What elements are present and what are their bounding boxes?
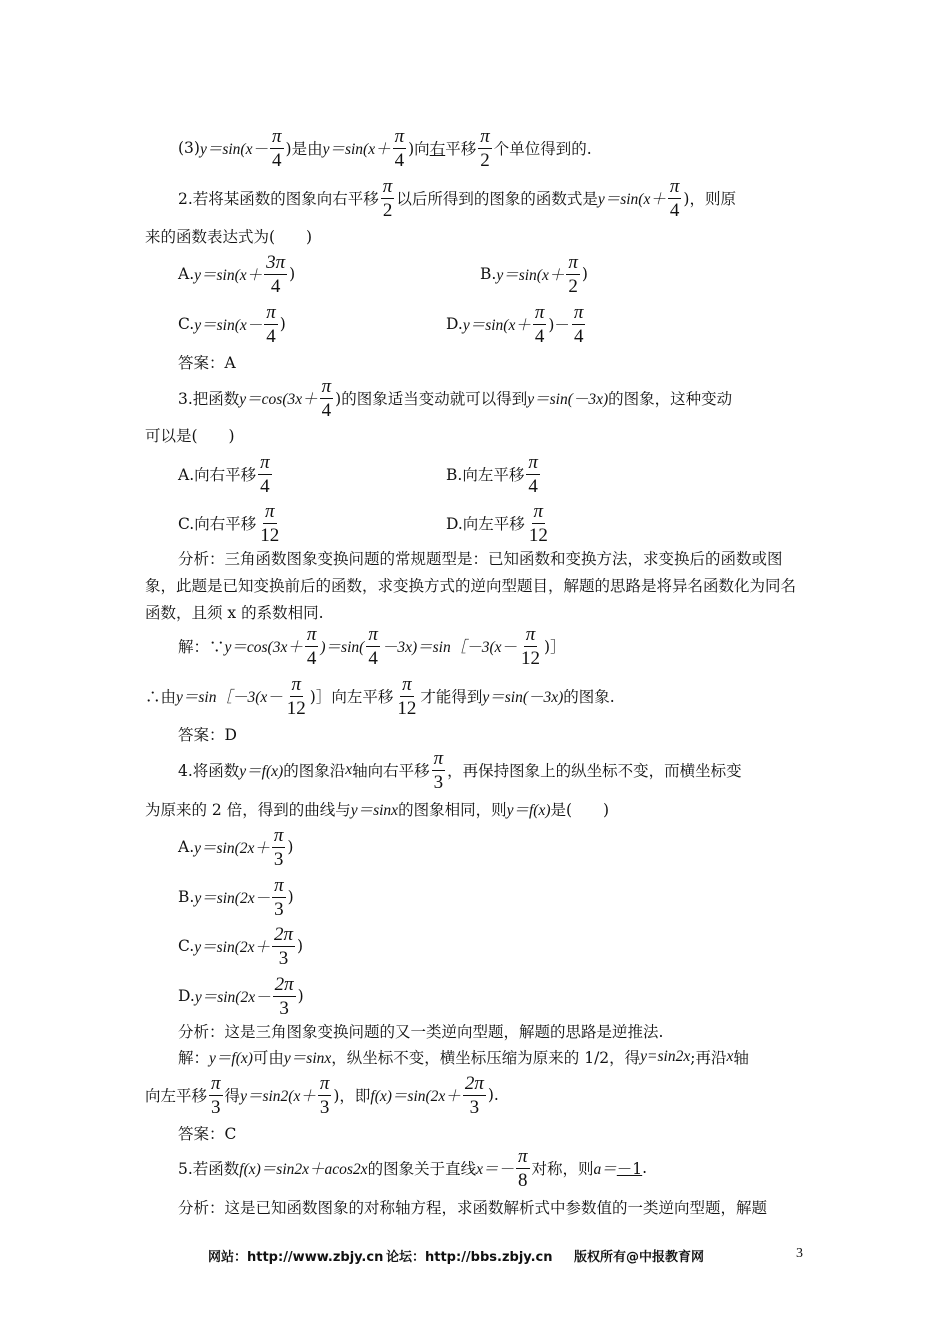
q2-option-c: C. y＝sin(x－ $\frac{\pi}{4}$ ) — [178, 301, 286, 347]
question-5-stem: 5.若函数 f(x)＝sin2x＋acos2x 的图象关于直线 x＝－ $\frac{\pi}{8}$ 对称，则 a＝ －1 . — [178, 1145, 648, 1191]
fraction: $\frac{2\pi}{3}$ — [274, 973, 294, 1019]
fraction: $\frac{\pi}{3}$ — [319, 1072, 330, 1118]
underlined-answer: －1 — [616, 1160, 643, 1178]
formula: y＝cos(3x＋ — [239, 391, 318, 408]
q4-answer: 答案：C — [178, 1125, 237, 1143]
underlined-answer: 右 — [429, 140, 446, 158]
fraction: $\frac{\pi}{4}$ — [573, 301, 584, 347]
text: )，则原 — [683, 190, 736, 208]
fraction: $\frac{2\pi}{3}$ — [274, 923, 294, 969]
q2-option-a: A. y＝sin(x＋ $\frac{3\pi}{4}$ ) — [178, 251, 296, 297]
fraction: $\frac{\pi}{4}$ — [534, 301, 545, 347]
fraction: $\frac{\pi}{12}$ — [528, 500, 548, 546]
item-3-line — [178, 124, 810, 172]
fraction: $\frac{\pi}{12}$ — [286, 673, 306, 719]
fraction: $\frac{\pi}{12}$ — [397, 673, 417, 719]
text: 来的函数表达式为( ) — [145, 228, 313, 246]
fraction: $\frac{\pi}{4}$ — [321, 375, 332, 421]
question-3-stem: 3.把函数 y＝cos(3x＋ $\frac{\pi}{4}$ )的图象适当变动就可以得到 y＝sin(－3x) 的图象，这种变动 — [178, 375, 733, 421]
fraction: $\frac{\pi}{2}$ — [568, 251, 578, 297]
fraction: $\frac{\pi}{4}$ — [394, 125, 405, 171]
q2-option-d: D. y＝sin(x＋ $\frac{\pi}{4}$ )－ $\frac{\pi}{4}$ — [446, 301, 584, 347]
fraction: $\frac{\pi}{4}$ — [528, 451, 538, 497]
q3-option-a: A.向右平移 $\frac{\pi}{4}$ — [178, 451, 270, 497]
q4-option-b: B. y＝sin(2x－ $\frac{\pi}{3}$ ) — [178, 874, 294, 920]
footer-website: 网站：http://www.zbjy.cn — [208, 1250, 384, 1265]
fraction: $\frac{\pi}{4}$ — [669, 175, 680, 221]
fraction: $\frac{\pi}{8}$ — [517, 1145, 528, 1191]
fraction: $\frac{\pi}{3}$ — [274, 874, 284, 920]
page-number: 3 — [796, 1246, 803, 1261]
text: 平移 — [445, 140, 477, 158]
fraction: $\frac{\pi}{4}$ — [266, 301, 276, 347]
q4-option-a: A. y＝sin(2x＋ $\frac{\pi}{3}$ ) — [178, 824, 294, 870]
fraction: $\frac{\pi}{4}$ — [271, 125, 282, 171]
formula: y＝sin(x－ — [199, 141, 268, 158]
formula: y＝sin［－3(x－ — [176, 689, 283, 706]
question-4-stem-cont: 为原来的 2 倍，得到的曲线与 y＝sinx 的图象相同，则 y＝f(x) 是( ) — [145, 801, 610, 819]
fraction: $\frac{\pi}{2}$ — [480, 125, 490, 171]
fraction: $\frac{\pi}{3}$ — [433, 747, 444, 793]
text: 个单位得到的. — [493, 140, 592, 158]
formula: y＝sin(x＋ — [496, 267, 565, 284]
footer-forum: 论坛：http://bbs.zbjy.cn — [386, 1250, 553, 1265]
text: )是由 — [285, 140, 323, 158]
text: 以后所得到的图象的函数式是 — [396, 190, 598, 208]
formula: y＝sin(x＋ — [462, 317, 531, 334]
footer-copyright: 版权所有@中报教育网 — [574, 1250, 705, 1265]
fraction: $\frac{\pi}{12}$ — [521, 623, 541, 669]
formula: y＝sin(x－ — [194, 317, 263, 334]
q2-option-b: B. y＝sin(x＋ $\frac{\pi}{2}$ ) — [480, 251, 588, 297]
q3-option-c: C.向右平移 $\frac{\pi}{12}$ — [178, 500, 280, 546]
question-3-stem-cont: 可以是( ) — [145, 427, 235, 445]
fraction: $\frac{\pi}{3}$ — [273, 824, 284, 870]
fraction: $\frac{\pi}{4}$ — [368, 623, 378, 669]
fraction: $\frac{\pi}{4}$ — [260, 451, 270, 497]
q4-option-d: D. y＝sin(2x－ $\frac{2\pi}{3}$ ) — [178, 973, 304, 1019]
text: )向 — [408, 140, 430, 158]
formula: y＝sin(x＋ — [597, 191, 666, 208]
fraction: $\frac{\pi}{12}$ — [260, 500, 280, 546]
question-4-stem: 4.将函数 y＝f(x) 的图象沿 x 轴向右平移 $\frac{\pi}{3}$ ，再保持图象上的纵坐标不变，而横坐标变 — [178, 747, 742, 793]
text: (3) — [178, 139, 200, 157]
page-footer — [0, 1244, 950, 1268]
formula: y＝cos(3x＋ — [224, 639, 303, 656]
fraction: $\frac{\pi}{4}$ — [306, 623, 317, 669]
fraction: $\frac{3\pi}{4}$ — [266, 251, 286, 297]
fraction: $\frac{2\pi}{3}$ — [464, 1072, 484, 1118]
formula: y＝sin(x＋ — [194, 267, 263, 284]
formula: y＝sin(x＋ — [322, 141, 391, 158]
q3-answer: 答案：D — [178, 726, 237, 744]
formula: y＝sin(－3x) — [527, 391, 609, 408]
q3-option-b: B.向左平移 $\frac{\pi}{4}$ — [446, 451, 538, 497]
text: 2.若将某函数的图象向右平移 — [178, 190, 379, 208]
q3-therefore: ∴由 y＝sin［－3(x－ $\frac{\pi}{12}$ )］向左平移 $\frac{\pi}{12}$ 才能得到 y＝sin(－3x) 的图象. — [145, 673, 615, 719]
q2-answer: 答案：A — [178, 354, 236, 372]
q4-analysis: 分析：这是三角图象变换问题的又一类逆向型题，解题的思路是逆推法. — [178, 1023, 664, 1041]
fraction: $\frac{\pi}{3}$ — [211, 1072, 221, 1118]
q3-solution: 解：∵ y＝cos(3x＋ $\frac{\pi}{4}$ )＝sin( $\frac{\pi}{4}$ －3x)＝sin［－3(x－ $\frac{\pi}{12}$ )］ — [178, 623, 566, 669]
q3-option-d: D.向左平移 $\frac{\pi}{12}$ — [446, 500, 548, 546]
q4-solution: 解： y＝f(x) 可由 y＝sinx ，纵坐标不变，横坐标压缩为原来的 1/2，得 y=sin2x ;再沿 x 轴 — [178, 1048, 749, 1067]
q4-option-c: C. y＝sin(2x＋ $\frac{2\pi}{3}$ ) — [178, 923, 304, 969]
q4-solution-cont: 向左平移 $\frac{\pi}{3}$ 得 y＝sin2(x＋ $\frac{\pi}{3}$ )，即 f(x)＝sin(2x＋ $\frac{2\pi}{3}$ ). — [145, 1072, 499, 1118]
q5-analysis: 分析：这是已知函数图象的对称轴方程，求函数解析式中参数值的一类逆向型题，解题 — [178, 1199, 768, 1217]
q3-analysis: 分析：三角函数图象变换问题的常规题型是：已知函数和变换方法，求变换后的函数或图象，此题是已知变换前后的函数，求变换方式的逆向型题目，解题的思路是将异名函数化为同名函数，且须 x 的系数相同. — [145, 550, 797, 622]
fraction: $\frac{\pi}{2}$ — [382, 175, 393, 221]
